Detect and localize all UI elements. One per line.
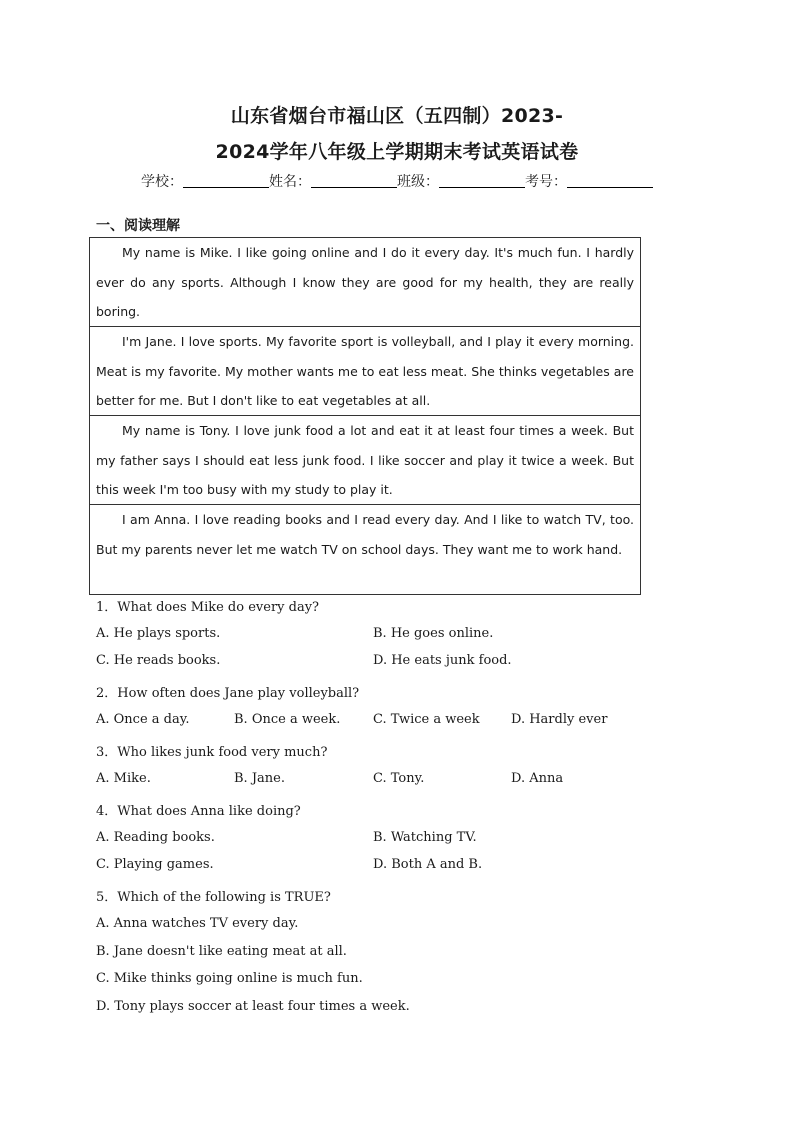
name-label: 姓名： <box>269 174 311 190</box>
question-1-option-b[interactable]: B. He goes online. <box>373 626 494 641</box>
question-1-stem: 1．What does Mike do every day? <box>96 600 320 615</box>
question-2-option-a[interactable]: A. Once a day. <box>96 712 190 727</box>
question-5-option-b[interactable]: B. Jane doesn't like eating meat at all. <box>96 944 347 959</box>
school-blank[interactable] <box>183 173 269 188</box>
passage-table <box>89 237 641 595</box>
passage-mike: My name is Mike. I like going online and I do it every day. It's much fun. I hardly ever do any sports. Although I know they are good for my health, they are really boring. <box>90 238 640 327</box>
question-4-option-c[interactable]: C. Playing games. <box>96 857 214 872</box>
question-1-option-c[interactable]: C. He reads books. <box>96 653 221 668</box>
question-5-option-d[interactable]: D. Tony plays soccer at least four times a week. <box>96 999 410 1014</box>
class-label: 班级： <box>397 174 439 190</box>
question-3-option-b[interactable]: B. Jane. <box>234 771 285 786</box>
question-3-option-d[interactable]: D. Anna <box>511 771 564 786</box>
exam-title-line-1: 山东省烟台市福山区（五四制）2023- <box>230 105 564 127</box>
exam-number-label: 考号： <box>525 174 567 190</box>
question-5-stem: 5．Which of the following is TRUE? <box>96 890 331 905</box>
question-3-option-c[interactable]: C. Tony. <box>373 771 425 786</box>
question-5-option-c[interactable]: C. Mike thinks going online is much fun. <box>96 971 363 986</box>
question-2-option-c[interactable]: C. Twice a week <box>373 712 480 727</box>
exam-number-field <box>525 171 653 191</box>
section-heading: 一、阅读理解 <box>96 218 180 234</box>
question-4-stem: 4．What does Anna like doing? <box>96 804 301 819</box>
student-info-fields <box>0 171 794 191</box>
question-4-option-b[interactable]: B. Watching TV. <box>373 830 477 845</box>
question-4-option-d[interactable]: D. Both A and B. <box>373 857 483 872</box>
passage-anna: I am Anna. I love reading books and I read every day. And I like to watch TV, too. But my parents never let me watch TV on school days. They want me to work hand. <box>96 512 634 557</box>
name-blank[interactable] <box>311 173 397 188</box>
question-2-stem: 2．How often does Jane play volleyball? <box>96 686 360 701</box>
exam-title-line-2: 2024学年八年级上学期期末考试英语试卷 <box>215 141 579 163</box>
name-field <box>269 171 397 191</box>
question-5-option-a[interactable]: A. Anna watches TV every day. <box>96 916 299 931</box>
question-3-option-a[interactable]: A. Mike. <box>96 771 151 786</box>
exam-number-blank[interactable] <box>567 173 653 188</box>
question-2-option-b[interactable]: B. Once a week. <box>234 712 341 727</box>
question-3-stem: 3．Who likes junk food very much? <box>96 745 328 760</box>
passage-jane: I'm Jane. I love sports. My favorite sport is volleyball, and I play it every morning. Meat is my favorite. My mother wants me to eat less meat. She thinks vegetables are better for me. But I don't like to eat vegetables at all. <box>90 327 640 416</box>
question-2-option-d[interactable]: D. Hardly ever <box>511 712 608 727</box>
question-4-option-a[interactable]: A. Reading books. <box>96 830 215 845</box>
school-label: 学校： <box>141 174 183 190</box>
question-1-option-d[interactable]: D. He eats junk food. <box>373 653 512 668</box>
question-1-option-a[interactable]: A. He plays sports. <box>96 626 221 641</box>
class-field <box>397 171 525 191</box>
class-blank[interactable] <box>439 173 525 188</box>
school-field <box>141 171 269 191</box>
passage-tony: My name is Tony. I love junk food a lot and eat it at least four times a week. But my father says I should eat less junk food. I like soccer and play it twice a week. But this week I'm too busy with my study to play it. <box>90 416 640 505</box>
